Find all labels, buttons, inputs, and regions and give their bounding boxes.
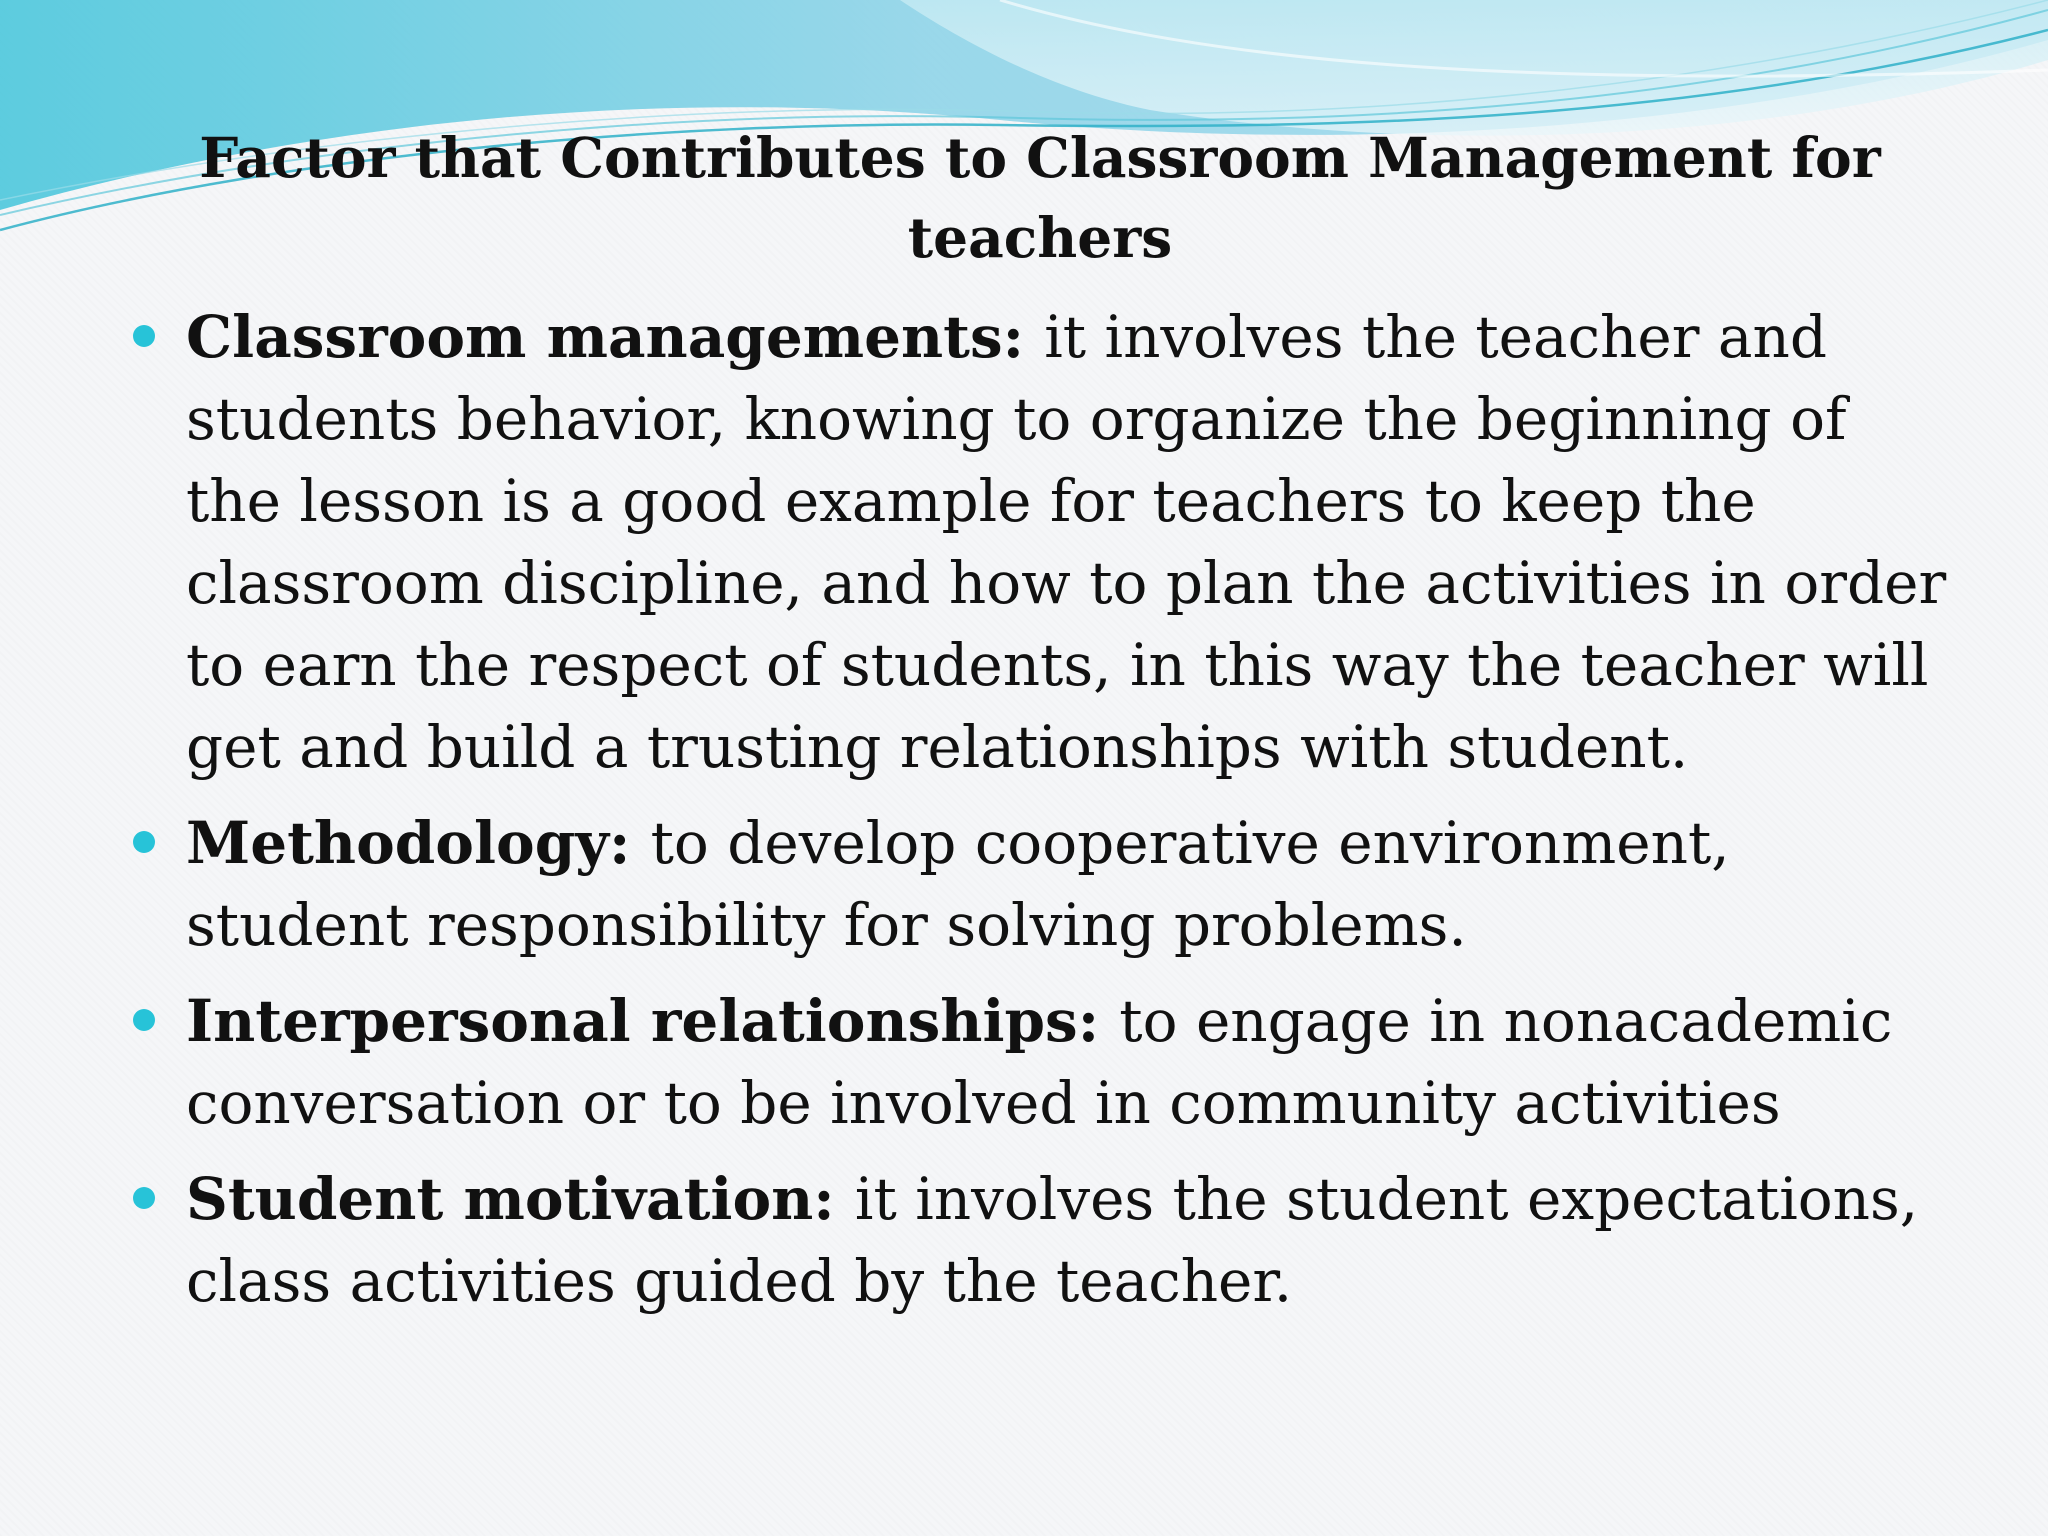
bullet-item-student-motivation — [130, 1158, 1950, 1322]
bullet-list — [130, 296, 1950, 1336]
bullet-text: to engage in nonacademic conversation or to be involved in community activities — [186, 987, 1893, 1137]
bullet-icon — [133, 1009, 155, 1031]
bullet-icon — [133, 1187, 155, 1209]
bullet-icon — [133, 325, 155, 347]
bullet-term: Methodology: — [186, 809, 651, 877]
bullet-term: Student motivation: — [186, 1165, 855, 1233]
bullet-icon — [133, 831, 155, 853]
bullet-text: to develop cooperative environment, student responsibility for solving problems. — [186, 809, 1730, 959]
bullet-item-interpersonal-relationships — [130, 980, 1950, 1144]
bullet-text: it involves the teacher and students behavior, knowing to organize the beginning of the lesson is a good example for teachers to keep the classroom discipline, and how to plan the activities in order to earn the respect of students, in this way the teacher will get and build a trusting relationships with student. — [186, 303, 1947, 781]
bullet-text: it involves the student expectations, class activities guided by the teacher. — [186, 1165, 1919, 1315]
bullet-term: Classroom managements: — [186, 303, 1045, 371]
bullet-item-classroom-managements — [130, 296, 1950, 788]
bullet-item-methodology — [130, 802, 1950, 966]
bullet-term: Interpersonal relationships: — [186, 987, 1120, 1055]
slide-title: Factor that Contributes to Classroom Management for teachers — [199, 125, 1881, 270]
